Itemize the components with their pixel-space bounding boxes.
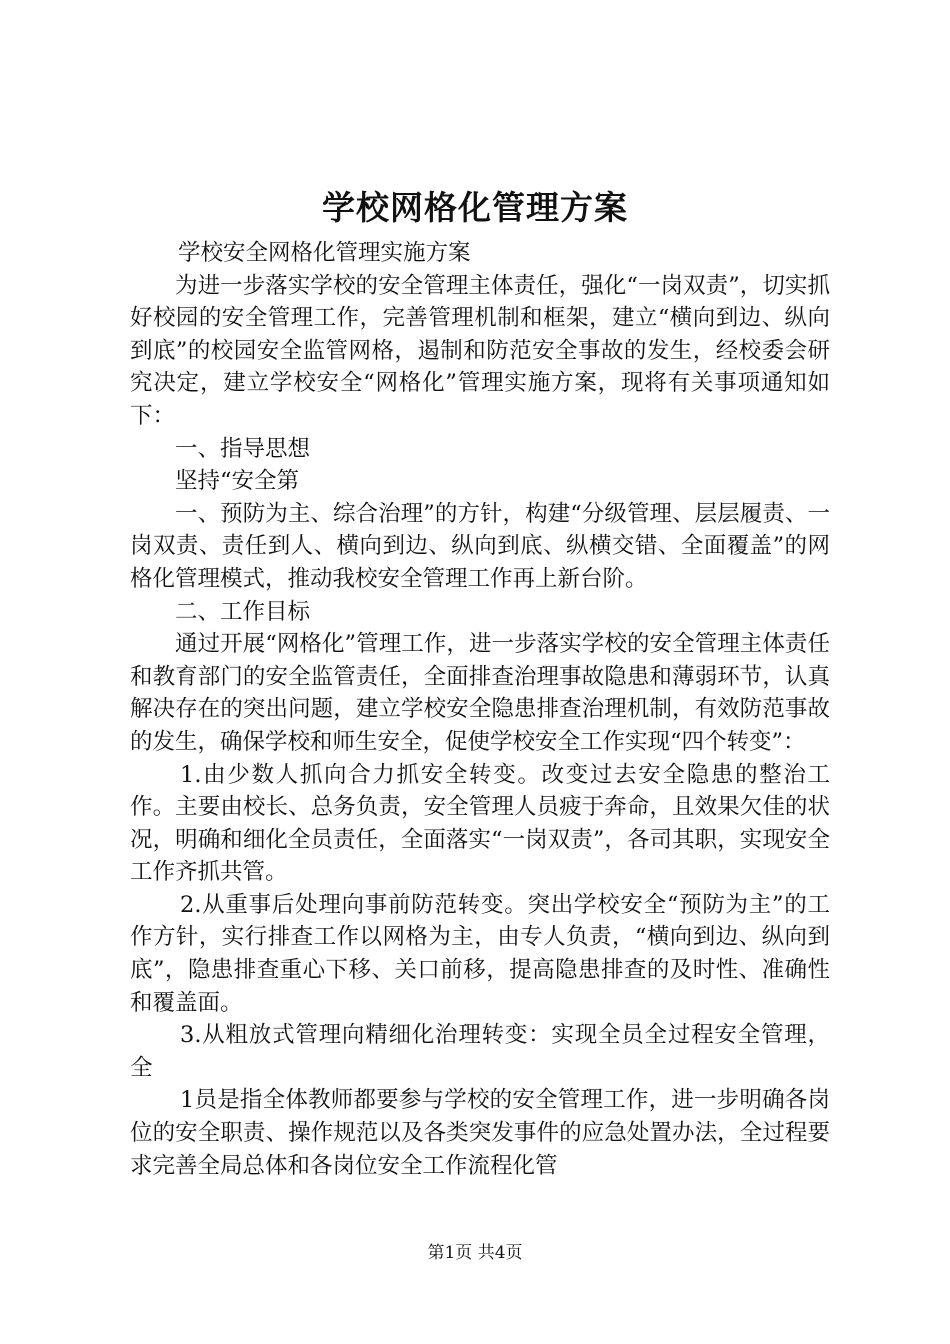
paragraph-intro: 为进一步落实学校的安全管理主体责任，强化“一岗双责”，切实抓好校园的安全管理工作，完善管理机制和框架，建立“横向到边、纵向到底”的校园安全监管网格，遏制和防范安全事故的发生，经校委会研究决定，建立学校安全“网格化”管理实施方案，现将有关事项通知如下： — [130, 272, 830, 429]
paragraph-policy: 一、预防为主、综合治理”的方针，构建“分级管理、层层履责、一岗双责、责任到人、横向到边、纵向到底、纵横交错、全面覆盖”的网格化管理模式，推动我校安全管理工作再上新台阶。 — [130, 500, 830, 592]
heading-guiding-ideology: 一、指导思想 — [175, 435, 311, 462]
document-title: 学校网格化管理方案 — [322, 188, 628, 227]
paragraph-all-staff: 1员是指全体教师都要参与学校的安全管理工作，进一步明确各岗位的安全职责、操作规范以及各类突发事件的应急处置办法，全过程要求完善全局总体和各岗位安全工作流程化管 — [130, 1087, 830, 1179]
document-body — [130, 237, 830, 1182]
paragraph-subtitle: 学校安全网格化管理实施方案 — [178, 240, 471, 266]
paragraph-adhere: 坚持“安全第 — [175, 468, 300, 495]
heading-work-goals: 二、工作目标 — [175, 598, 311, 625]
paragraph-change-3: 3.从粗放式管理向精细化治理转变：实现全员全过程安全管理，全 — [130, 1022, 830, 1081]
page-footer: 第1页 共4页 — [427, 1243, 523, 1263]
paragraph-goals: 通过开展“网格化”管理工作，进一步落实学校的安全管理主体责任和教育部门的安全监管责任，全面排查治理事故隐患和薄弱环节，认真解决存在的突出问题，建立学校安全隐患排查治理机制，有效防范事故的发生，确保学校和师生安全，促使学校安全工作实现“四个转变”： — [130, 631, 830, 755]
paragraph-change-2: 2.从重事后处理向事前防范转变。突出学校安全“预防为主”的工作方针，实行排查工作以网格为主，由专人负责，“横向到边、纵向到底”，隐患排查重心下移、关口前移，提高隐患排查的及时性、准确性和覆盖面。 — [130, 891, 830, 1016]
paragraph-change-1: 1.由少数人抓向合力抓安全转变。改变过去安全隐患的整治工作。主要由校长、总务负责，安全管理人员疲于奔命，且效果欠佳的状况，明确和细化全员责任，全面落实“一岗双责”，各司其职，实现安全工作齐抓共管。 — [130, 761, 830, 886]
